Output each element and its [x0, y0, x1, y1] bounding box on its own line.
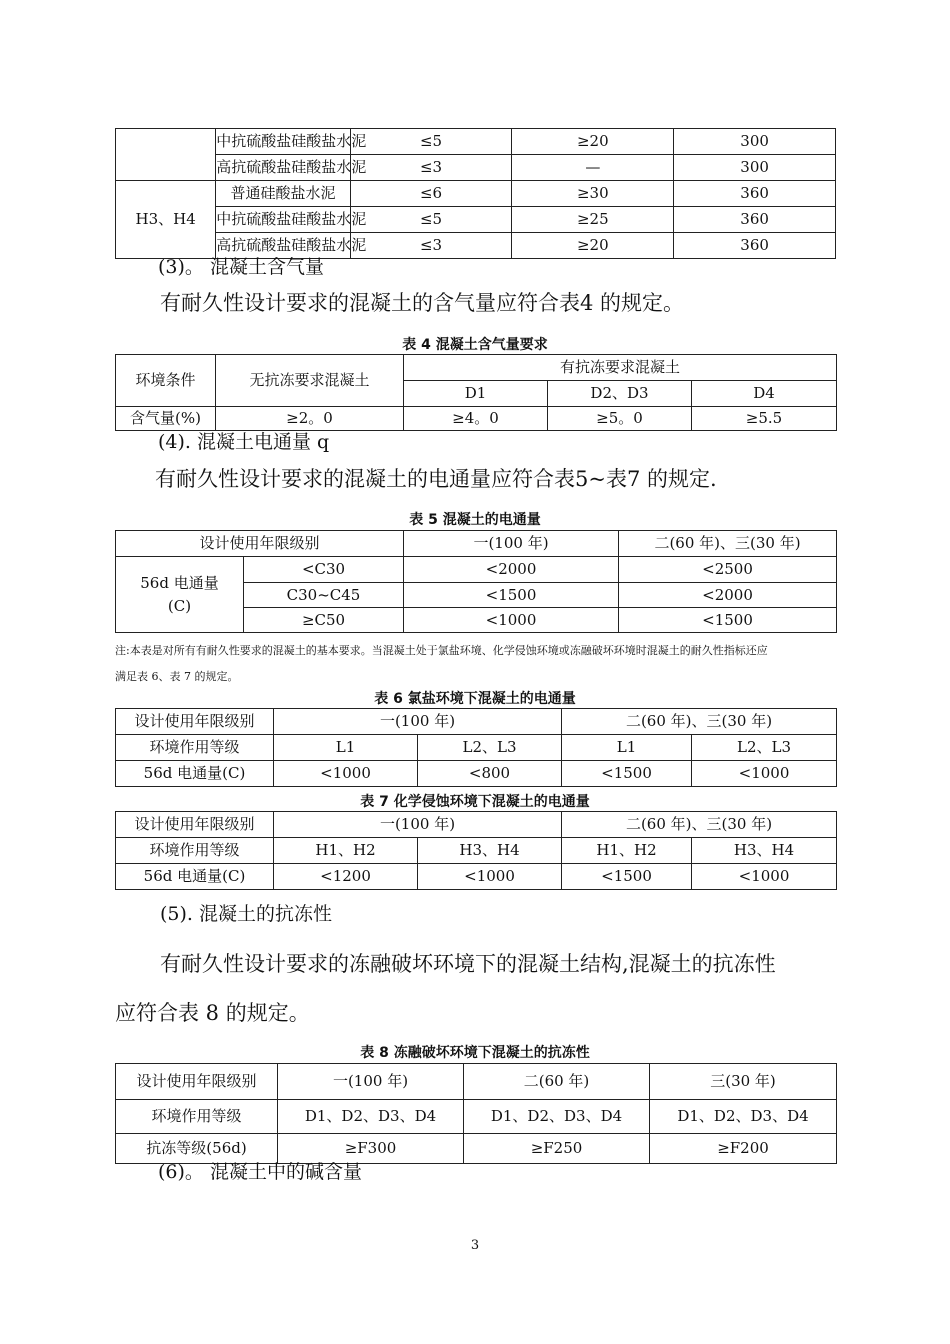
- table-4-caption: 表 4 混凝土含气量要求: [402, 337, 548, 353]
- table-header: 一(100 年): [278, 1064, 464, 1100]
- table-cell: <1000: [404, 608, 619, 633]
- table-header: 二(60 年)、三(30 年): [562, 812, 837, 838]
- table-cell: <800: [418, 761, 562, 787]
- section-3-heading: (3)。 混凝土含气量: [158, 256, 324, 278]
- table-cell: <1200: [274, 864, 418, 890]
- table-6: [115, 708, 837, 787]
- table-cell: ≥4。0: [404, 407, 548, 431]
- table-cell: ≥F300: [278, 1134, 464, 1164]
- table-4: [115, 354, 837, 431]
- table-cell: H3、H4: [692, 838, 837, 864]
- table-cell: D1、D2、D3、D4: [464, 1100, 650, 1134]
- table-cell: H1、H2: [562, 838, 692, 864]
- table-cell: <2000: [404, 557, 619, 583]
- table-cell: ≤3: [350, 155, 512, 181]
- row-head-line-1: 56d 电通量: [140, 574, 219, 592]
- table-header: 设计使用年限级别: [116, 531, 404, 557]
- table-cell: ≤5: [350, 129, 512, 155]
- table-header: 二(60 年): [464, 1064, 650, 1100]
- table-header: 设计使用年限级别: [116, 1064, 278, 1100]
- table-cell: <1500: [619, 608, 837, 633]
- table-row: [116, 1064, 837, 1100]
- section-3-text: 有耐久性设计要求的混凝土的含气量应符合表4 的规定。: [160, 291, 685, 315]
- table-cell: <1000: [692, 761, 837, 787]
- table-cell: 中抗硫酸盐硅酸盐水泥: [216, 129, 350, 155]
- row-head-line-2: (C): [167, 596, 192, 615]
- table-7-caption: 表 7 化学侵蚀环境下混凝土的电通量: [360, 794, 590, 810]
- table-row: [116, 1100, 837, 1134]
- table-cell: D1、D2、D3、D4: [650, 1100, 837, 1134]
- section-5-text-line-1: 有耐久性设计要求的冻融破坏环境下的混凝土结构,混凝土的抗冻性: [160, 952, 776, 976]
- table-header: 一(100 年): [274, 812, 562, 838]
- table-cell: <1500: [562, 864, 692, 890]
- table-row: [116, 155, 836, 181]
- table-cell: 含气量(%): [116, 407, 216, 431]
- table-header: 环境条件: [116, 355, 216, 407]
- page-number: 3: [470, 1238, 480, 1253]
- table-cell: 中抗硫酸盐硅酸盐水泥: [216, 207, 350, 233]
- table-7: [115, 811, 837, 890]
- table-cell: ≥F200: [650, 1134, 837, 1164]
- table-cell: H3、H4: [418, 838, 562, 864]
- table-cell: 360: [674, 207, 836, 233]
- section-4-heading: (4). 混凝土电通量 q: [158, 431, 330, 453]
- table-cell: 360: [674, 233, 836, 259]
- table-cell: 高抗硫酸盐硅酸盐水泥: [216, 155, 350, 181]
- table-cell: <1500: [404, 583, 619, 608]
- table-header: 一(100 年): [274, 709, 562, 735]
- table-cell: 56d 电通量(C): [116, 761, 274, 787]
- table-cell: <1500: [562, 761, 692, 787]
- table-cell: 环境作用等级: [116, 735, 274, 761]
- table-row: [116, 531, 837, 557]
- section-4-text: 有耐久性设计要求的混凝土的电通量应符合表5~表7 的规定.: [155, 467, 717, 491]
- table-row: [116, 709, 837, 735]
- table-header: 二(60 年)、三(30 年): [562, 709, 837, 735]
- table-cell: ≤5: [350, 207, 512, 233]
- table-cell: <1000: [692, 864, 837, 890]
- table-cell: <1000: [418, 864, 562, 890]
- table-5-note-line-1: 注:本表是对所有有耐久性要求的混凝土的基本要求。当混凝土处于氯盐环境、化学侵蚀环境或冻融破坏环境时混凝土的耐久性指标还应: [115, 644, 768, 657]
- table-cell: ≥20: [512, 129, 674, 155]
- table-cell: ≥F250: [464, 1134, 650, 1164]
- table-row: [116, 355, 837, 381]
- table-cell: H1、H2: [274, 838, 418, 864]
- table-header: 三(30 年): [650, 1064, 837, 1100]
- table-cell: C30~C45: [244, 583, 404, 608]
- table-row: [116, 129, 836, 155]
- table-cell: ≤6: [350, 181, 512, 207]
- table-cell: [116, 129, 216, 181]
- table-header: 设计使用年限级别: [116, 812, 274, 838]
- table-cell: <1000: [274, 761, 418, 787]
- table-row: [116, 812, 837, 838]
- table-row: [116, 557, 837, 583]
- table-row: [116, 207, 836, 233]
- table-header: [116, 557, 244, 633]
- table-header: 一(100 年): [404, 531, 619, 557]
- table-cell: ≤3: [350, 233, 512, 259]
- table-6-caption: 表 6 氯盐环境下混凝土的电通量: [374, 691, 576, 707]
- table-cell: <2500: [619, 557, 837, 583]
- table-cell: 360: [674, 181, 836, 207]
- table-header: 二(60 年)、三(30 年): [619, 531, 837, 557]
- table-cell: L1: [562, 735, 692, 761]
- table-cell: 环境作用等级: [116, 1100, 278, 1134]
- table-row: [116, 864, 837, 890]
- table-cell: ≥20: [512, 233, 674, 259]
- table-cell: D1、D2、D3、D4: [278, 1100, 464, 1134]
- table-cell: L2、L3: [418, 735, 562, 761]
- table-cell: <2000: [619, 583, 837, 608]
- table-cell: L1: [274, 735, 418, 761]
- table-cell: ≥C50: [244, 608, 404, 633]
- section-5-text-line-2: 应符合表 8 的规定。: [115, 1001, 310, 1025]
- table-header: 无抗冻要求混凝土: [216, 355, 404, 407]
- section-5-heading: (5). 混凝土的抗冻性: [160, 903, 332, 925]
- table-5: [115, 530, 837, 633]
- table-row: [116, 181, 836, 207]
- table-header: D4: [692, 381, 837, 407]
- table-header: 有抗冻要求混凝土: [404, 355, 837, 381]
- table-8-caption: 表 8 冻融破坏环境下混凝土的抗冻性: [360, 1045, 590, 1061]
- table-header: D2、D3: [548, 381, 692, 407]
- table-cell: 56d 电通量(C): [116, 864, 274, 890]
- table-cell: ≥25: [512, 207, 674, 233]
- table-8: [115, 1063, 837, 1164]
- table-cell: ≥2。0: [216, 407, 404, 431]
- table-row: [116, 735, 837, 761]
- table-row: [116, 761, 837, 787]
- table-cell: 环境作用等级: [116, 838, 274, 864]
- table-cell: 300: [674, 155, 836, 181]
- table-row: [116, 838, 837, 864]
- table-cell: 普通硅酸盐水泥: [216, 181, 350, 207]
- table-cell: ≥5.5: [692, 407, 837, 431]
- table-cell: ≥30: [512, 181, 674, 207]
- table-5-caption: 表 5 混凝土的电通量: [409, 512, 541, 528]
- table-cell: L2、L3: [692, 735, 837, 761]
- table-cell: H3、H4: [116, 181, 216, 259]
- table-header: D1: [404, 381, 548, 407]
- section-6-heading: (6)。 混凝土中的碱含量: [158, 1161, 362, 1183]
- table-cell: 抗冻等级(56d): [116, 1134, 278, 1164]
- cement-table: [115, 128, 836, 259]
- table-5-note-line-2: 满足表 6、表 7 的规定。: [115, 670, 239, 683]
- table-cell: 300: [674, 129, 836, 155]
- table-cell: ≥5。0: [548, 407, 692, 431]
- table-cell: <C30: [244, 557, 404, 583]
- table-cell: 高抗硫酸盐硅酸盐水泥: [216, 233, 350, 259]
- table-header: 设计使用年限级别: [116, 709, 274, 735]
- table-cell: —: [512, 155, 674, 181]
